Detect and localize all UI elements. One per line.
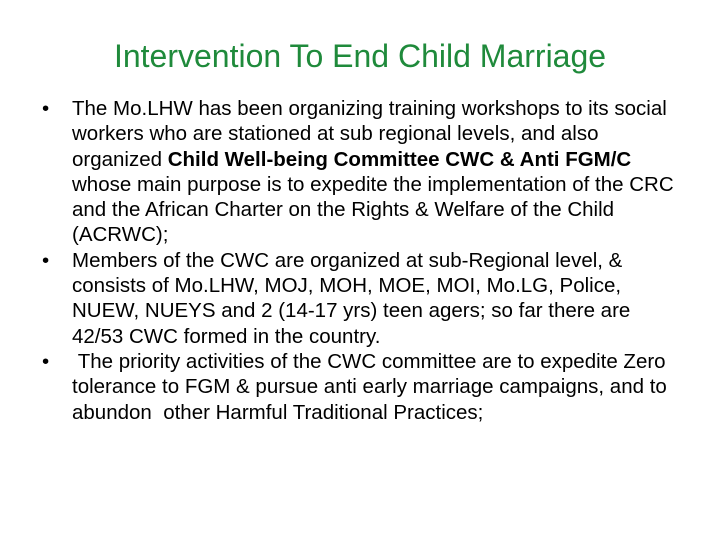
bullet-item-2 bbox=[42, 248, 682, 349]
bullet-1-bold-text: Child Well-being Committee CWC & Anti FGM/C bbox=[167, 147, 632, 171]
bullet-dot-icon: • bbox=[42, 349, 50, 373]
bullet-list bbox=[42, 96, 682, 425]
bullet-3-text: The priority activities of the CWC committee are to expedite Zero tolerance to FGM & pursue anti early marriage campaigns, and to abundon other Harmful Traditional Practices; bbox=[72, 349, 673, 424]
bullet-item-3 bbox=[42, 349, 682, 425]
bullet-1-text-end: whose main purpose is to expedite the implementation of the CRC and the African Charter on the Rights & Welfare of the Child (ACRWC); bbox=[72, 172, 674, 247]
bullet-dot-icon: • bbox=[42, 248, 50, 272]
slide-title: Intervention To End Child Marriage bbox=[113, 38, 607, 74]
bullet-item-1 bbox=[42, 96, 682, 248]
bullet-dot-icon: • bbox=[42, 97, 50, 120]
bullet-2-text: Members of the CWC are organized at sub-Regional level, & consists of Mo.LHW, MOJ, MOH, MOE, MOI, Mo.LG, Police, NUEW, NUEYS and 2 (14-17 yrs) teen agers; so far there are 42/53 CWC formed in the country. bbox=[72, 248, 631, 348]
bullet-1-text-start: The Mo.LHW has been organizing training workshops to its social workers who are stationed at sub regional levels, and also organized bbox=[72, 97, 667, 171]
